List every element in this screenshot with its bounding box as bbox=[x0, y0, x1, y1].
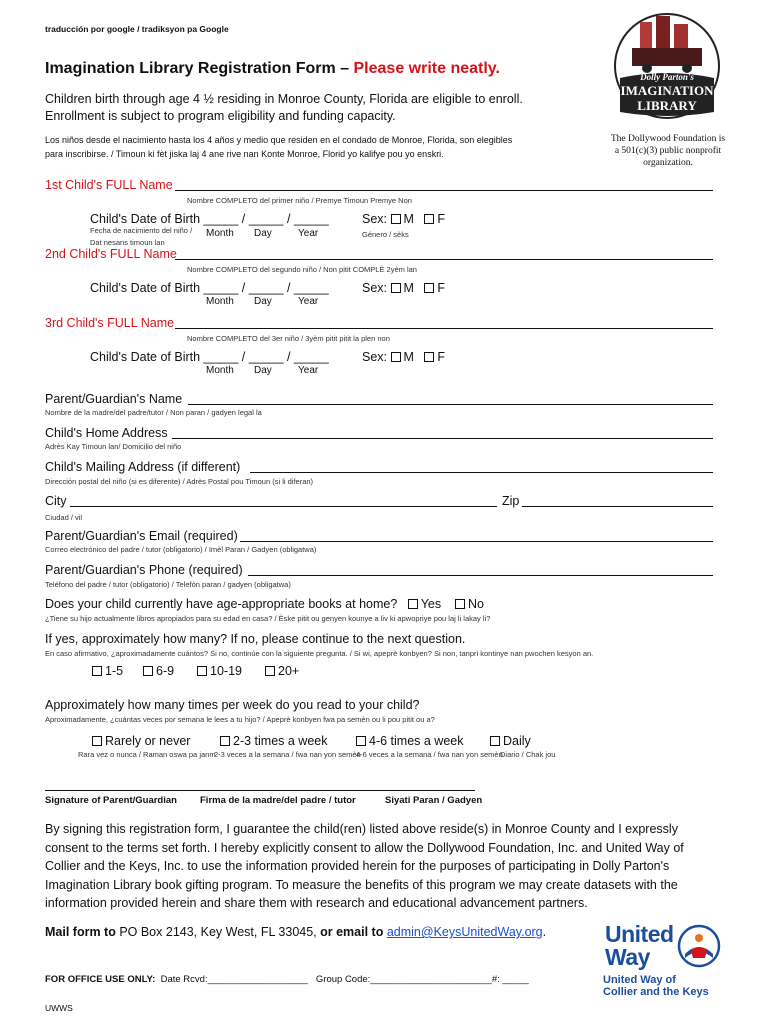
child2-year-label: Year bbox=[298, 296, 319, 307]
office-use-label: FOR OFFICE USE ONLY: bbox=[45, 974, 156, 985]
child3-sex-f-label: F bbox=[437, 350, 445, 364]
reading-4-6-label: 4-6 times a week bbox=[369, 734, 464, 748]
child3-sex-m-label: M bbox=[403, 350, 414, 364]
mail-address: PO Box 2143, Key West, FL 33045, bbox=[115, 925, 321, 939]
books-count-question: If yes, approximately how many? If no, please continue to the next question. bbox=[45, 632, 466, 646]
child1-dob-label[interactable]: Child's Date of Birth _____ / _____ / _____ bbox=[90, 212, 329, 226]
child3-name-field[interactable] bbox=[175, 328, 713, 329]
zip-label: Zip bbox=[502, 494, 520, 508]
uw-logo-line-3: United Way of bbox=[603, 974, 676, 986]
books-count-trans: En caso afirmativo, ¿aproximadamente cuántos? Si no, continúe con la siguiente pregunta. / Si wi, apeprè konbyen? Si non, tanpri kontinye nan pwochen kesyon an. bbox=[45, 649, 594, 658]
books-no-checkbox[interactable] bbox=[455, 599, 465, 609]
books-question-trans: ¿Tiene su hijo actualmente libros apropiados para su edad en casa? / Èske pitit ou genyen kounye a liv ki apwopriye pou laj li lakay li? bbox=[45, 614, 491, 623]
foundation-note bbox=[598, 133, 738, 169]
consent-line-2: consent to the terms set forth. I hereby explicitly consent to allow the Dollywood Foundation, Inc. and United Way of bbox=[45, 840, 684, 855]
books-yes-label: Yes bbox=[420, 597, 442, 611]
reading-option-2-3[interactable] bbox=[220, 734, 327, 748]
books-count-3-checkbox[interactable] bbox=[197, 666, 207, 676]
books-count-2-label: 6-9 bbox=[156, 664, 175, 678]
child1-year-label: Year bbox=[298, 228, 319, 239]
reading-frequency-question: Approximately how many times per week do you read to your child? bbox=[45, 698, 420, 712]
child1-month-label: Month bbox=[206, 228, 234, 239]
reading-daily-trans: Diario / Chak jou bbox=[500, 750, 556, 759]
reading-rarely-checkbox[interactable] bbox=[92, 736, 102, 746]
city-field[interactable] bbox=[70, 506, 497, 507]
child1-sex-trans: Género / sèks bbox=[362, 230, 409, 239]
child2-sex bbox=[362, 281, 445, 295]
books-count-option-4[interactable] bbox=[265, 664, 299, 678]
mail-form-label: Mail form to bbox=[45, 925, 116, 939]
mailing-address-label: Child's Mailing Address (if different) bbox=[45, 460, 241, 474]
child2-month-label: Month bbox=[206, 296, 234, 307]
uw-logo-line-1: United bbox=[605, 921, 674, 947]
signature-label-2: Firma de la madre/del padre / tutor bbox=[200, 795, 356, 806]
office-group-field[interactable]: Group Code:_______________________ bbox=[315, 974, 492, 985]
child2-sex-f-label: F bbox=[437, 281, 445, 295]
signature-label-1: Signature of Parent/Guardian bbox=[45, 795, 177, 806]
child1-sex bbox=[362, 212, 445, 226]
child2-sex-m-checkbox[interactable] bbox=[391, 283, 401, 293]
reading-rarely-label: Rarely or never bbox=[105, 734, 191, 748]
books-question bbox=[45, 597, 484, 611]
united-way-hand-icon bbox=[677, 924, 721, 968]
city-trans: Ciudad / vil bbox=[45, 513, 83, 522]
child1-dob-trans-2: Dat nesans timoun lan bbox=[90, 238, 165, 247]
child3-year-label: Year bbox=[298, 365, 319, 376]
page-title bbox=[45, 60, 500, 78]
phone-trans: Teléfono del padre / tutor (obligatorio) / Telefòn paran / gadyen (obligatwa) bbox=[45, 580, 291, 589]
phone-label: Parent/Guardian's Phone (required) bbox=[45, 563, 243, 577]
reading-option-daily[interactable] bbox=[490, 734, 531, 748]
imagination-library-logo bbox=[612, 8, 722, 126]
child3-name-trans: Nombre COMPLETO del 3er niño / 3yèm pitit pitit la plen non bbox=[187, 334, 390, 343]
uw-logo-line-2: Way bbox=[605, 944, 650, 970]
phone-field[interactable] bbox=[248, 575, 713, 576]
guardian-name-label: Parent/Guardian's Name bbox=[45, 392, 183, 406]
office-number-field[interactable]: #: _____ bbox=[491, 974, 529, 985]
reading-rarely-trans: Rara vez o nunca / Raman oswa pa janm bbox=[78, 750, 216, 759]
foundation-note-line-1: The Dollywood Foundation is bbox=[610, 134, 726, 144]
child1-dob-trans-1: Fecha de nacimiento del niño / bbox=[90, 226, 193, 235]
child1-sex-f-label: F bbox=[437, 212, 445, 226]
child2-sex-label: Sex: bbox=[362, 281, 388, 295]
child3-sex-m-checkbox[interactable] bbox=[391, 352, 401, 362]
books-count-2-checkbox[interactable] bbox=[143, 666, 153, 676]
consent-line-1: By signing this registration form, I guarantee the child(ren) listed above reside(s) in Monroe County and I expressly bbox=[45, 822, 678, 836]
child2-name-trans: Nombre COMPLETO del segundo niño / Non pitit COMPLÈ 2yèm lan bbox=[187, 265, 417, 274]
title-main: Imagination Library Registration Form – bbox=[45, 60, 354, 77]
books-count-1-label: 1-5 bbox=[105, 664, 124, 678]
child2-name-field[interactable] bbox=[175, 259, 713, 260]
intro-line-2: Enrollment is subject to program eligibility and funding capacity. bbox=[45, 109, 396, 123]
books-no-label: No bbox=[468, 597, 485, 611]
child1-name-trans: Nombre COMPLETO del primer niño / Premye Timoun Premye Non bbox=[187, 196, 412, 205]
email-link[interactable]: admin@KeysUnitedWay.org bbox=[386, 925, 543, 939]
united-way-logo bbox=[603, 918, 733, 1006]
child1-sex-m-checkbox[interactable] bbox=[391, 214, 401, 224]
child3-day-label: Day bbox=[254, 365, 272, 376]
reading-frequency-trans: Aproximadamente, ¿cuántas veces por semana le lees a tu hijo? / Apeprè konbyen fwa pa semèn ou li pou pitit ou a? bbox=[45, 715, 435, 724]
books-count-4-checkbox[interactable] bbox=[265, 666, 275, 676]
books-count-option-2[interactable] bbox=[143, 664, 174, 678]
child1-sex-f-checkbox[interactable] bbox=[424, 214, 434, 224]
child2-name-label: 2nd Child's FULL Name bbox=[45, 247, 177, 261]
child1-day-label: Day bbox=[254, 228, 272, 239]
mailing-address-field[interactable] bbox=[250, 472, 713, 473]
email-trans: Correo electrónico del padre / tutor (obligatorio) / Imèl Paran / Gadyen (obligatwa) bbox=[45, 545, 317, 554]
mailing-address-trans: Dirección postal del niño (si es diferente) / Adrès Postal pou Timoun (si li diferan) bbox=[45, 477, 314, 486]
books-count-option-3[interactable] bbox=[197, 664, 242, 678]
home-address-field[interactable] bbox=[172, 438, 713, 439]
email-field[interactable] bbox=[240, 541, 713, 542]
child3-sex-label: Sex: bbox=[362, 350, 388, 364]
child3-name-label: 3rd Child's FULL Name bbox=[45, 316, 175, 330]
city-label: City bbox=[45, 494, 67, 508]
guardian-name-field[interactable] bbox=[188, 404, 713, 405]
reading-4-6-checkbox[interactable] bbox=[356, 736, 366, 746]
books-count-3-label: 10-19 bbox=[210, 664, 242, 678]
child2-sex-m-label: M bbox=[403, 281, 414, 295]
child2-day-label: Day bbox=[254, 296, 272, 307]
mail-period: . bbox=[542, 925, 547, 939]
mail-instructions bbox=[45, 925, 546, 939]
reading-2-3-checkbox[interactable] bbox=[220, 736, 230, 746]
uw-logo-line-4: Collier and the Keys bbox=[603, 986, 709, 998]
reading-2-3-trans: 2-3 veces a la semana / fwa nan yon semèn bbox=[214, 750, 361, 759]
child3-dob-label[interactable]: Child's Date of Birth _____ / _____ / _____ bbox=[90, 350, 329, 364]
logo-line-2: IMAGINATION bbox=[620, 83, 714, 98]
office-use bbox=[45, 974, 529, 985]
guardian-name-trans: Nombre de la madre/del padre/tutor / Non paran / gadyen legal la bbox=[45, 408, 262, 417]
child3-month-label: Month bbox=[206, 365, 234, 376]
child1-sex-m-label: M bbox=[403, 212, 414, 226]
title-red: Please write neatly. bbox=[353, 60, 500, 77]
reading-4-6-trans: 4-6 veces a la semana / fwa nan yon semèn bbox=[356, 750, 503, 759]
signature-field[interactable] bbox=[45, 790, 475, 791]
home-address-label: Child's Home Address bbox=[45, 426, 168, 440]
books-count-4-label: 20+ bbox=[278, 664, 300, 678]
foundation-note-line-3: organization. bbox=[643, 158, 693, 168]
consent-line-4: Imagination Library book gifting program. To measure the benefits of this program we may create datasets with the bbox=[45, 877, 678, 892]
child3-sex-f-checkbox[interactable] bbox=[424, 352, 434, 362]
signature-label-3: Siyati Paran / Gadyen bbox=[385, 795, 483, 806]
foundation-note-line-2: a 501(c)(3) public nonprofit bbox=[614, 146, 722, 156]
intro-line-1: Children birth through age 4 ½ residing in Monroe County, Florida are eligible to enroll. bbox=[45, 92, 523, 106]
child1-name-label: 1st Child's FULL Name bbox=[45, 178, 173, 192]
child1-name-field[interactable] bbox=[175, 190, 713, 191]
child2-dob-label[interactable]: Child's Date of Birth _____ / _____ / _____ bbox=[90, 281, 329, 295]
footer-code: UWWS bbox=[45, 1003, 73, 1013]
reading-option-4-6[interactable] bbox=[356, 734, 463, 748]
consent-line-3: Collier and the Keys, Inc. to use the information provided herein for the purposes of participating in Dolly Parton's bbox=[45, 859, 670, 873]
home-address-trans: Adrès Kay Timoun lan/ Domicilio del niño bbox=[45, 442, 182, 451]
books-count-1-checkbox[interactable] bbox=[92, 666, 102, 676]
office-date-field[interactable]: Date Rcvd:___________________ bbox=[160, 974, 308, 985]
consent-paragraph bbox=[45, 820, 745, 913]
logo-line-1: Dolly Parton's bbox=[640, 72, 694, 82]
reading-2-3-label: 2-3 times a week bbox=[233, 734, 328, 748]
books-question-text: Does your child currently have age-appropriate books at home? bbox=[45, 597, 398, 611]
reading-daily-checkbox[interactable] bbox=[490, 736, 500, 746]
intro-trans-line-2: para inscribirse. / Timoun ki fèt jiska laj 4 ane rive nan Konte Monroe, Florid yo kalifye pou yo enskri. bbox=[45, 149, 444, 159]
consent-line-5: information provided herein and share them with research and educational advancement partners. bbox=[45, 896, 588, 910]
reading-daily-label: Daily bbox=[503, 734, 531, 748]
child2-sex-f-checkbox[interactable] bbox=[424, 283, 434, 293]
child3-sex bbox=[362, 350, 445, 364]
logo-line-3: LIBRARY bbox=[637, 98, 697, 113]
zip-field[interactable] bbox=[522, 506, 713, 507]
translation-note: traducción por google / tradiksyon pa Google bbox=[45, 24, 229, 34]
email-label: Parent/Guardian's Email (required) bbox=[45, 529, 238, 543]
email-to-label: or email to bbox=[320, 925, 384, 939]
intro-trans-line-1: Los niños desde el nacimiento hasta los 4 años y medio que residen en el condado de Monroe, Florida, son elegibles bbox=[45, 135, 513, 145]
books-count-option-1[interactable] bbox=[92, 664, 123, 678]
books-yes-checkbox[interactable] bbox=[408, 599, 418, 609]
reading-option-rarely[interactable] bbox=[92, 734, 190, 748]
child1-sex-label: Sex: bbox=[362, 212, 388, 226]
